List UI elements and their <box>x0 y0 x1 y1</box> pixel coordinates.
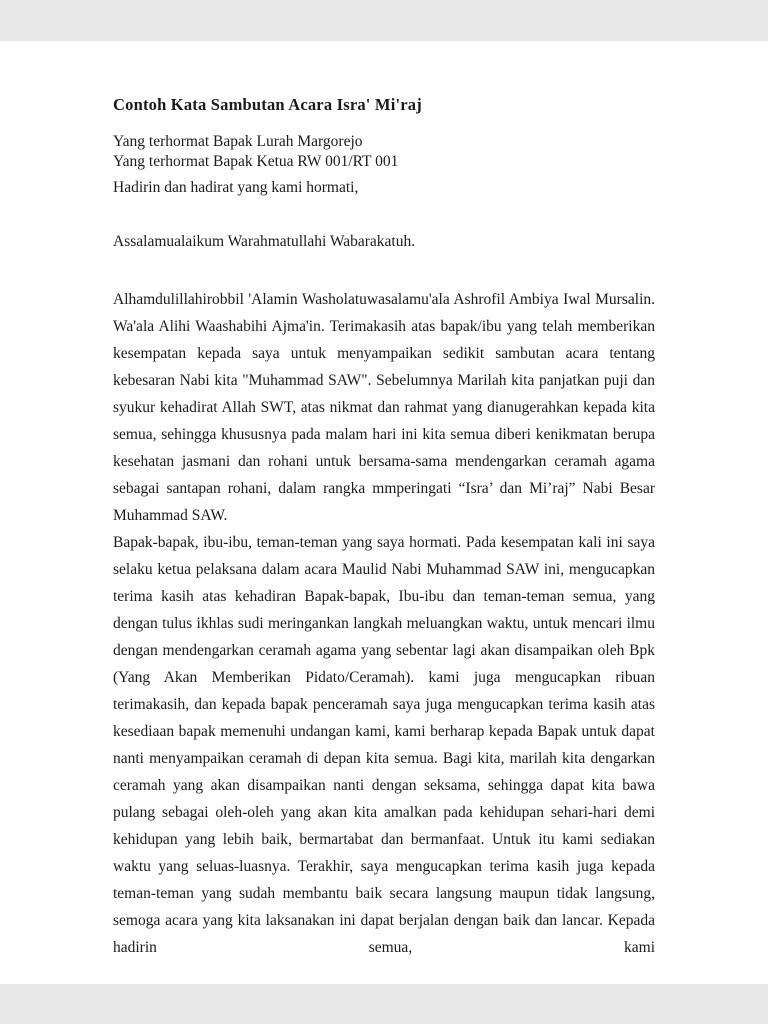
document-page <box>0 41 768 984</box>
body-paragraph-opening: Alhamdulillahirobbil 'Alamin Washolatuwasalamu'ala Ashrofil Ambiya Iwal Mursalin. Wa'ala Alihi Waashabihi Ajma'in. Terimakasih atas bapak/ibu yang telah memberikan kesempatan kepada saya untuk menyampaikan sedikit sambutan acara tentang kebesaran Nabi kita "Muhammad SAW". Sebelumnya Marilah kita panjatkan puji dan syukur kehadirat Allah SWT, atas nikmat dan rahmat yang dianugerahkan kepada kita semua, sehingga khususnya pada malam hari ini kita semua diberi kenikmatan berupa kesehatan jasmani dan rohani untuk bersama-sama mendengarkan ceramah agama sebagai santapan rohani, dalam rangka mmperingati “Isra’ dan Mi’raj” Nabi Besar Muhammad SAW. <box>113 291 655 524</box>
audience-line: Hadirin dan hadirat yang kami hormati, <box>113 179 359 196</box>
salutation-line-ketua-rw: Yang terhormat Bapak Ketua RW 001/RT 001 <box>113 153 399 170</box>
greeting-line: Assalamualaikum Warahmatullahi Wabarakatuh. <box>113 233 416 250</box>
document-title: Contoh Kata Sambutan Acara Isra' Mi'raj <box>113 95 422 114</box>
body-paragraph-thanks: Bapak-bapak, ibu-ibu, teman-teman yang saya hormati. Pada kesempatan kali ini saya selaku ketua pelaksana dalam acara Maulid Nabi Muhammad SAW ini, mengucapkan terima kasih atas kehadiran Bapak-bapak, Ibu-ibu dan teman-teman semua, yang dengan tulus ikhlas sudi meringankan langkah meluangkan waktu, untuk mencari ilmu dengan mendengarkan ceramah agama yang sebentar lagi akan disampaikan oleh Bpk (Yang Akan Memberikan Pidato/Ceramah). kami juga mengucapkan ribuan terimakasih, dan kepada bapak penceramah saya juga mengucapkan terima kasih atas kesediaan bapak memenuhi undangan kami, kami berharap kepada Bapak untuk dapat nanti menyampaikan ceramah di depan kita semua. Bagi kita, marilah kita dengarkan ceramah yang akan disampaikan nanti dengan seksama, sehingga dapat kita bawa pulang sebagai oleh-oleh yang akan kita amalkan pada kehidupan sehari-hari demi kehidupan yang lebih baik, bermartabat dan bermanfaat. Untuk itu kami sediakan waktu yang seluas-luasnya. Terakhir, saya mengucapkan terima kasih juga kepada teman-teman yang sudah membantu baik secara langsung maupun tidak langsung, semoga acara yang kita laksanakan ini dapat berjalan dengan baik dan lancar. Kepada hadirin semua, kami <box>113 534 655 956</box>
salutation-line-lurah: Yang terhormat Bapak Lurah Margorejo <box>113 133 363 150</box>
